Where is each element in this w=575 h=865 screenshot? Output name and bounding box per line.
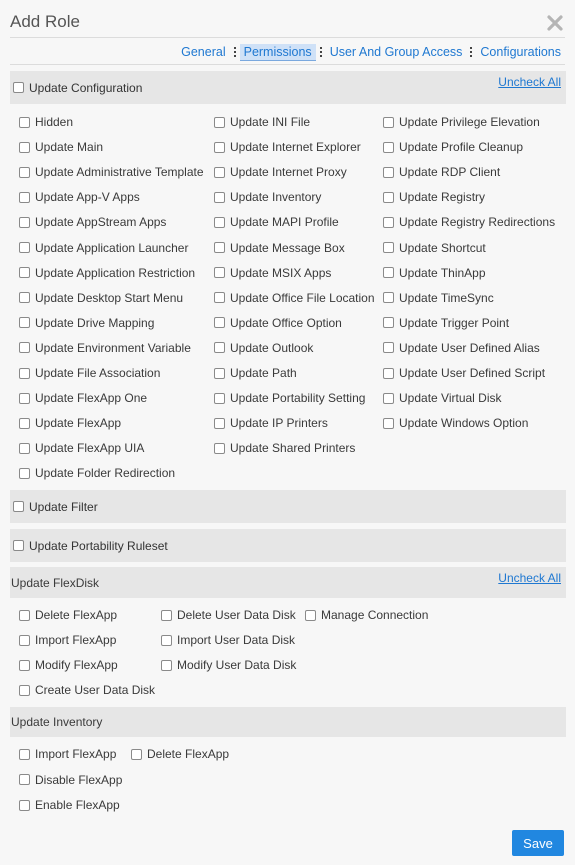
tab-bar [177, 43, 565, 61]
update-portability-ruleset-label[interactable] [13, 539, 168, 553]
permission-checkbox[interactable] [383, 192, 394, 203]
permission-update-main[interactable] [19, 139, 103, 155]
permission-label: Update Folder Redirection [35, 466, 176, 481]
tab-separator [234, 47, 236, 58]
permission-label: Update TimeSync [399, 290, 494, 305]
section-title: Update Inventory [11, 715, 103, 729]
permission-checkbox[interactable] [19, 774, 30, 785]
permission-label: Update Inventory [230, 190, 322, 205]
permission-update-registry-redirections[interactable] [383, 214, 555, 230]
permission-checkbox[interactable] [161, 610, 172, 621]
permission-label: Update Application Launcher [35, 240, 189, 255]
permission-update-ip-printers[interactable] [214, 415, 328, 431]
permission-label: Update Virtual Disk [399, 391, 502, 406]
permission-update-desktop-start-menu[interactable] [19, 290, 183, 306]
permission-label: Update Drive Mapping [35, 315, 155, 330]
permission-label: Delete FlexApp [35, 608, 118, 622]
permission-update-flexapp-uia[interactable] [19, 440, 144, 456]
permission-update-outlook[interactable] [214, 340, 313, 356]
permission-update-portability-setting[interactable] [214, 390, 365, 406]
update-configuration-label[interactable] [13, 81, 142, 95]
tab-separator [320, 47, 322, 58]
permission-label: Update FlexApp UIA [35, 441, 145, 456]
section-update-filter [10, 490, 566, 523]
update-filter-label[interactable] [13, 500, 98, 514]
permission-modify-user-data-disk[interactable] [161, 657, 296, 673]
permission-checkbox[interactable] [383, 342, 394, 353]
permission-modify-flexapp[interactable] [19, 657, 118, 673]
permission-update-shortcut[interactable] [383, 240, 486, 256]
permission-update-application-restriction[interactable] [19, 265, 195, 281]
permission-label: Update Profile Cleanup [399, 140, 524, 155]
permission-label: Update ThinApp [399, 265, 486, 280]
permission-update-msix-apps[interactable] [214, 265, 331, 281]
permission-label: Update MAPI Profile [230, 215, 339, 230]
permission-label: Disable FlexApp [35, 772, 123, 787]
permission-label: Manage Connection [321, 608, 429, 622]
permission-update-rdp-client[interactable] [383, 164, 500, 180]
permission-label: Import FlexApp [35, 633, 117, 647]
permission-update-message-box[interactable] [214, 240, 345, 256]
permission-label: Update FlexApp [35, 416, 122, 431]
permission-checkbox[interactable] [19, 217, 30, 228]
permission-checkbox[interactable] [19, 610, 30, 621]
permission-checkbox[interactable] [214, 418, 225, 429]
permission-import-user-data-disk[interactable] [161, 632, 295, 648]
permission-checkbox[interactable] [19, 142, 30, 153]
permission-label: Update Office File Location [230, 290, 375, 305]
permission-update-privilege-elevation[interactable] [383, 114, 540, 130]
section-title: Update Configuration [29, 80, 143, 95]
permission-checkbox[interactable] [19, 317, 30, 328]
permission-checkbox[interactable] [19, 368, 30, 379]
permission-checkbox[interactable] [214, 117, 225, 128]
permission-update-internet-explorer[interactable] [214, 139, 361, 155]
permission-label: Update Trigger Point [399, 315, 510, 330]
permission-checkbox[interactable] [19, 393, 30, 404]
permission-update-file-association[interactable] [19, 365, 160, 381]
permission-checkbox[interactable] [19, 267, 30, 278]
permission-enable-flexapp[interactable] [19, 797, 120, 813]
permission-label: Update RDP Client [399, 165, 501, 180]
tab-configurations[interactable]: Configurations [480, 45, 561, 59]
permission-checkbox[interactable] [19, 292, 30, 303]
permission-update-path[interactable] [214, 365, 297, 381]
section-update-configuration [10, 71, 566, 104]
permission-label: Update User Defined Alias [399, 340, 540, 355]
permission-label: Update Registry [399, 190, 486, 205]
permission-checkbox[interactable] [383, 142, 394, 153]
permission-checkbox[interactable] [19, 468, 30, 479]
permission-update-windows-option[interactable] [383, 415, 528, 431]
permission-update-trigger-point[interactable] [383, 315, 509, 331]
permission-label: Update User Defined Script [399, 366, 546, 380]
save-button[interactable]: Save [512, 830, 564, 856]
tab-user-and-group-access[interactable]: User And Group Access [329, 45, 463, 59]
permission-update-flexapp[interactable] [19, 415, 121, 431]
permission-checkbox[interactable] [214, 443, 225, 454]
permission-update-ini-file[interactable] [214, 114, 310, 130]
permission-update-flexapp-one[interactable] [19, 390, 147, 406]
permission-update-administrative-template[interactable] [19, 164, 204, 180]
permission-checkbox[interactable] [214, 242, 225, 253]
permission-update-registry[interactable] [383, 189, 485, 205]
permission-label: Update Registry Redirections [399, 215, 556, 230]
tabs-divider [10, 64, 565, 65]
permission-checkbox[interactable] [19, 800, 30, 811]
tab-permissions[interactable]: Permissions [240, 44, 316, 61]
permission-checkbox[interactable] [19, 635, 30, 646]
permission-label: Update AppStream Apps [35, 215, 167, 230]
permission-checkbox[interactable] [383, 167, 394, 178]
permission-label: Update Office Option [230, 315, 342, 330]
permission-update-thinapp[interactable] [383, 265, 486, 281]
uncheck-all-link[interactable]: Uncheck All [498, 571, 561, 585]
permission-label: Update Portability Setting [230, 391, 366, 406]
permission-label: Update FlexApp One [35, 391, 148, 406]
section-title: Update Portability Ruleset [29, 538, 168, 553]
permission-label: Modify User Data Disk [177, 658, 297, 672]
section-update-portability-ruleset [10, 529, 566, 562]
permission-label: Delete FlexApp [147, 747, 230, 761]
permission-checkbox[interactable] [214, 393, 225, 404]
permission-label: Enable FlexApp [35, 798, 120, 812]
permission-checkbox[interactable] [214, 192, 225, 203]
section-title: Update FlexDisk [11, 575, 100, 590]
permission-checkbox[interactable] [19, 749, 30, 760]
permission-checkbox[interactable] [19, 167, 30, 178]
section-update-flexdisk [10, 567, 566, 598]
permission-checkbox[interactable] [383, 418, 394, 429]
permission-checkbox[interactable] [214, 368, 225, 379]
permission-label: Update File Association [35, 366, 161, 380]
permission-checkbox[interactable] [19, 242, 30, 253]
permission-checkbox[interactable] [19, 117, 30, 128]
permission-checkbox[interactable] [383, 292, 394, 303]
permission-update-timesync[interactable] [383, 290, 494, 306]
permission-label: Create User Data Disk [35, 683, 156, 697]
permission-update-virtual-disk[interactable] [383, 390, 502, 406]
permission-checkbox[interactable] [161, 635, 172, 646]
permission-checkbox[interactable] [19, 418, 30, 429]
permission-update-drive-mapping[interactable] [19, 315, 154, 331]
permission-checkbox[interactable] [383, 317, 394, 328]
permission-checkbox[interactable] [19, 192, 30, 203]
permission-label: Update Administrative Template [35, 165, 204, 180]
permission-checkbox[interactable] [19, 443, 30, 454]
permission-update-inventory[interactable] [214, 189, 321, 205]
permission-label: Delete User Data Disk [177, 608, 296, 622]
permission-manage-connection[interactable] [305, 607, 428, 623]
permission-label: Hidden [35, 115, 74, 129]
permission-label: Update App-V Apps [35, 190, 140, 205]
permission-checkbox[interactable] [383, 242, 394, 253]
permission-update-application-launcher[interactable] [19, 240, 188, 256]
permission-import-flexapp[interactable] [19, 632, 116, 648]
permission-update-user-defined-alias[interactable] [383, 340, 540, 356]
section-update-inventory [10, 707, 566, 737]
permission-import-flexapp[interactable] [19, 746, 116, 762]
permission-label: Update Message Box [230, 240, 345, 255]
permission-checkbox[interactable] [161, 660, 172, 671]
permission-update-environment-variable[interactable] [19, 340, 191, 356]
permission-delete-flexapp[interactable] [131, 746, 229, 762]
permission-checkbox[interactable] [19, 685, 30, 696]
permission-label: Update Environment Variable [35, 340, 191, 355]
permission-label: Update Shortcut [399, 240, 486, 255]
permission-update-folder-redirection[interactable] [19, 465, 175, 481]
permission-delete-user-data-disk[interactable] [161, 607, 296, 623]
permission-update-shared-printers[interactable] [214, 440, 355, 456]
permission-label: Update Application Restriction [35, 265, 196, 280]
permission-checkbox[interactable] [383, 217, 394, 228]
permission-checkbox[interactable] [131, 749, 142, 760]
permission-checkbox[interactable] [305, 610, 316, 621]
permission-label: Update INI File [230, 115, 311, 129]
permission-label: Update Shared Printers [230, 441, 356, 456]
permission-update-office-option[interactable] [214, 315, 342, 331]
permission-checkbox[interactable] [383, 117, 394, 128]
permission-label: Import User Data Disk [177, 633, 296, 647]
permission-label: Update Path [230, 366, 297, 380]
close-icon[interactable] [545, 13, 565, 33]
permission-checkbox[interactable] [383, 267, 394, 278]
permission-update-office-file-location[interactable] [214, 290, 375, 306]
permission-checkbox[interactable] [214, 167, 225, 178]
permission-label: Modify FlexApp [35, 658, 118, 672]
permission-disable-flexapp[interactable] [19, 772, 122, 788]
permission-checkbox[interactable] [214, 267, 225, 278]
permission-update-profile-cleanup[interactable] [383, 139, 523, 155]
permission-checkbox[interactable] [214, 142, 225, 153]
permission-checkbox[interactable] [214, 342, 225, 353]
update-filter-checkbox[interactable] [13, 501, 24, 512]
uncheck-all-link[interactable]: Uncheck All [498, 75, 561, 89]
permission-hidden[interactable] [19, 114, 73, 130]
update-configuration-checkbox[interactable] [13, 82, 24, 93]
permission-checkbox[interactable] [383, 393, 394, 404]
permission-label: Update Windows Option [399, 416, 529, 431]
permission-checkbox[interactable] [383, 368, 394, 379]
permission-update-appstream-apps[interactable] [19, 214, 166, 230]
permission-checkbox[interactable] [214, 217, 225, 228]
permission-update-user-defined-script[interactable] [383, 365, 545, 381]
section-title: Update Filter [29, 499, 98, 514]
dialog-title: Add Role [10, 12, 80, 31]
title-divider [10, 37, 565, 38]
permission-label: Update Desktop Start Menu [35, 290, 184, 305]
permission-delete-flexapp[interactable] [19, 607, 117, 623]
permission-update-app-v-apps[interactable] [19, 189, 140, 205]
permission-create-user-data-disk[interactable] [19, 682, 155, 698]
permission-checkbox[interactable] [19, 342, 30, 353]
permission-label: Update MSIX Apps [230, 265, 332, 280]
permission-update-internet-proxy[interactable] [214, 164, 347, 180]
permission-label: Update Outlook [230, 340, 314, 355]
permission-checkbox[interactable] [19, 660, 30, 671]
permission-label: Update Main [35, 140, 104, 155]
tab-general[interactable]: General [181, 45, 226, 59]
permission-update-mapi-profile[interactable] [214, 214, 339, 230]
permission-label: Update Internet Proxy [230, 165, 347, 180]
tab-separator [470, 47, 472, 58]
permission-checkbox[interactable] [214, 317, 225, 328]
permission-label: Update IP Printers [230, 416, 328, 431]
permission-label: Update Internet Explorer [230, 140, 361, 155]
permission-checkbox[interactable] [214, 292, 225, 303]
update-portability-ruleset-checkbox[interactable] [13, 540, 24, 551]
permission-label: Import FlexApp [35, 747, 117, 761]
permission-label: Update Privilege Elevation [399, 115, 540, 129]
